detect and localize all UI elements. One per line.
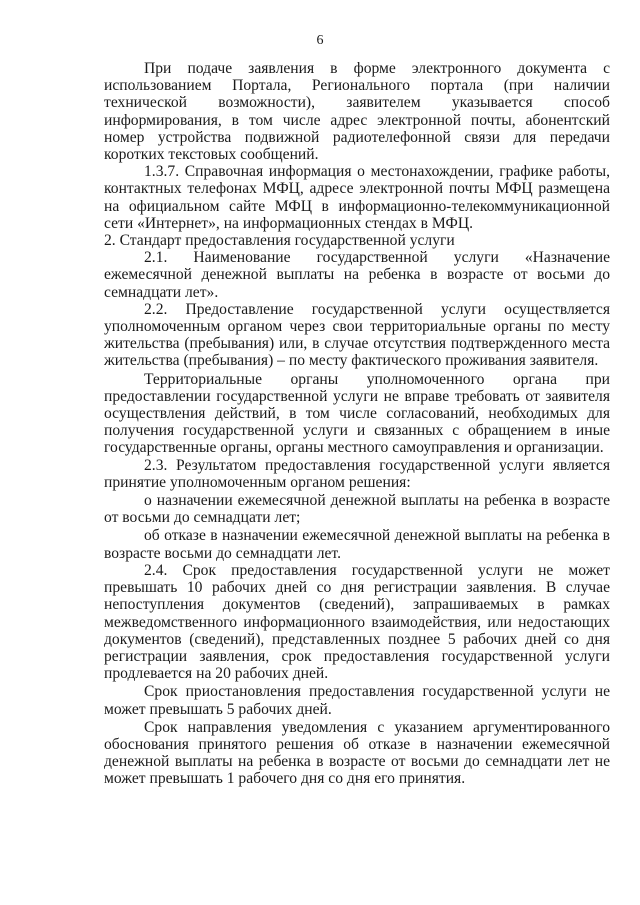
paragraph-2-4: 2.4. Срок предоставления государственной услуги не может превышать 10 рабочих дней со дня регистрации заявления. В случае непоступления документов (сведений), запрашиваемых в рамках межведомственного информационного взаимодействия, или недостающих документов (сведений), представленных позднее 5 рабочих дней со дня регистрации заявления, срок предоставления государственной услуги продлевается на 20 рабочих дней. (104, 561, 610, 683)
paragraph-notification-term: Срок направления уведомления с указанием аргументированного обоснования принятого решения об отказе в назначении ежемесячной денежной выплаты на ребенка в возрасте от восьми до семнадцати лет не может превышать 1 рабочего дня со дня его принятия. (104, 718, 610, 788)
paragraph-1-3-7: 1.3.7. Справочная информация о местонахождении, графике работы, контактных телефонах МФЦ, адресе электронной почты МФЦ размещена на официальном сайте МФЦ в информационно-телекоммуникационной сети «Интернет», на информационных стендах в МФЦ. (104, 163, 610, 232)
page-number: 6 (316, 33, 324, 48)
paragraph-decision-refusal: об отказе в назначении ежемесячной денежной выплаты на ребенка в возрасте восьми до семнадцати лет. (104, 527, 610, 562)
paragraph-2-3: 2.3. Результатом предоставления государственной услуги является принятие уполномоченным органом решения: (104, 456, 610, 491)
paragraph-2-1: 2.1. Наименование государственной услуги «Назначение ежемесячной денежной выплаты на ребенка в возрасте от восьми до семнадцати лет». (104, 249, 610, 301)
paragraph-submission-info: При подаче заявления в форме электронного документа с использованием Портала, Регионального портала (при наличии технической возможности), заявителем указывается способ информирования, в том числе адрес электронной почты, абонентский номер устройства подвижной радиотелефонной связи для передачи коротких текстовых сообщений. (104, 60, 610, 164)
paragraph-2-2: 2.2. Предоставление государственной услуги осуществляется уполномоченным органом через свои территориальные органы по месту жительства (пребывания) или, в случае отсутствия подтвержденного места жительства (пребывания) – по месту фактического проживания заявителя. (104, 300, 610, 370)
document-body (104, 60, 610, 788)
section-title: 2. Стандарт предоставления государственной услуги (104, 232, 455, 250)
paragraph-territorial-bodies: Территориальные органы уполномоченного органа при предоставлении государственной услуги не вправе требовать от заявителя осуществления действий, в том числе согласований, необходимых для получения государственной услуги и связанных с обращением в иные государственные органы, органы местного самоуправления и организации. (104, 370, 610, 457)
paragraph-suspension-term: Срок приостановления предоставления государственной услуги не может превышать 5 рабочих дней. (104, 683, 610, 718)
paragraph-decision-grant: о назначении ежемесячной денежной выплаты на ребенка в возрасте от восьми до семнадцати лет; (104, 492, 610, 527)
